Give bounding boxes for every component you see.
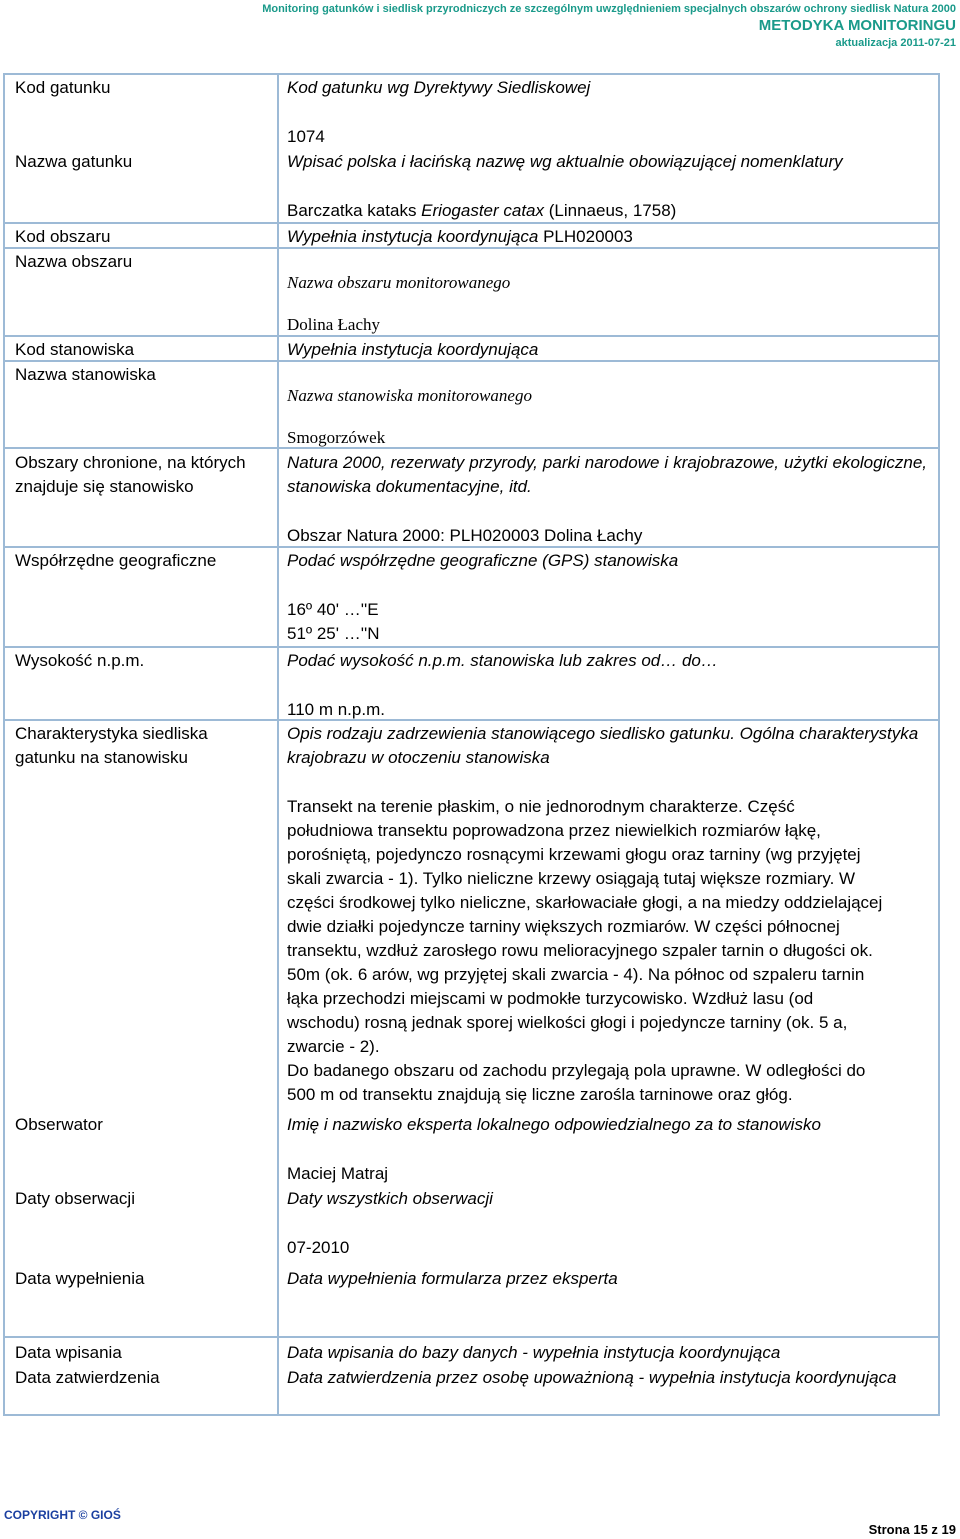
coordinates-label: Współrzędne geograficzne xyxy=(15,551,217,570)
altitude-label: Wysokość n.p.m. xyxy=(15,651,145,670)
observer-hint: Imię i nazwisko eksperta lokalnego odpowiedzialnego za to stanowisko xyxy=(287,1115,821,1134)
site-code-label: Kod stanowiska xyxy=(15,340,135,359)
site-name-label: Nazwa stanowiska xyxy=(15,365,156,384)
area-name-value: Dolina Łachy xyxy=(287,315,380,334)
habitat-description-value: Transekt na terenie płaskim, o nie jednorodnym charakterze. Część południowa transektu poprowadzona przez niewielkich rozmiarów łąkę, porośniętą, pojedynczo rosnącymi krzewami głogu oraz tarniny (wg przyjętej skali zwarcia - 1). Tylko nieliczne krzewy osiągają tutaj większe rozmiary. W części środkowej tylko nieliczne, skarłowaciałe głogi, a na miedzy oddzielającej dwie działki pojedyncze tarniny większych rozmiarów. W części północnej transektu, wzdłuż zarosłego rowu melioracyjnego szpaler tarnin o długości ok. 50m (ok. 6 arów, wg przyjętej skali zwarcia - 4). Na północ od szpaleru tarnin łąka przechodzi miejscami w podmokłe turzycowisko. Wzdłuż lasu (od wschodu) rosną jednak sporej wielkości głogi i pojedyncze tarniny (ok. 5 a, zwarcie - 2). Do badanego obszaru od zachodu przylegają pola uprawne. W odległości do 500 m od transektu znajdują się liczne zarośla tarninowe oraz głóg. xyxy=(287,797,883,1104)
species-name-value xyxy=(287,199,927,223)
protected-areas-label: Obszary chronione, na których znajduje się stanowisko xyxy=(15,453,246,496)
entry-date-hint: Data wpisania do bazy danych - wypełnia instytucja koordynująca xyxy=(287,1343,781,1362)
observation-dates-value: 07-2010 xyxy=(287,1238,350,1257)
fill-date-label: Data wypełnienia xyxy=(15,1269,145,1288)
fill-date-hint: Data wypełnienia formularza przez eksperta xyxy=(287,1269,618,1288)
header-title: Monitoring gatunków i siedlisk przyrodniczych ze szczególnym uwzględnieniem specjalnych obszarów ochrony siedlisk Natura 2000 xyxy=(262,3,956,15)
species-name-hint: Wpisać polska i łacińską nazwę wg aktualnie obowiązującej nomenklatury xyxy=(287,152,843,171)
site-code-hint: Wypełnia instytucja koordynująca xyxy=(287,340,539,359)
observation-dates-label: Daty obserwacji xyxy=(15,1189,135,1208)
species-name-latin: Eriogaster catax xyxy=(421,201,545,220)
area-name-hint: Nazwa obszaru monitorowanego xyxy=(287,273,511,292)
protected-areas-hint: Natura 2000, rezerwaty przyrody, parki narodowe i krajobrazowe, użytki ekologiczne, stanowiska dokumentacyjne, itd. xyxy=(287,453,927,496)
entry-date-label: Data wpisania xyxy=(15,1343,122,1362)
observation-dates-hint: Daty wszystkich obserwacji xyxy=(287,1189,493,1208)
copyright-notice: COPYRIGHT © GIOŚ xyxy=(4,1508,121,1522)
column-divider xyxy=(277,73,279,1416)
species-name-label: Nazwa gatunku xyxy=(15,152,133,171)
area-code-cell xyxy=(287,225,927,249)
species-name-author: (Linnaeus, 1758) xyxy=(544,201,677,220)
area-code-value: PLH020003 xyxy=(543,227,633,246)
species-code-value: 1074 xyxy=(287,127,325,146)
area-code-hint: Wypełnia instytucja koordynująca xyxy=(287,227,539,246)
species-code-label: Kod gatunku xyxy=(15,78,111,97)
habitat-description-label: Charakterystyka siedliska gatunku na stanowisku xyxy=(15,724,208,767)
row-divider xyxy=(3,1336,940,1338)
approval-date-hint: Data zatwierdzenia przez osobę upoważnioną - wypełnia instytucja koordynująca xyxy=(287,1368,897,1387)
row-divider xyxy=(3,646,940,648)
protected-areas-value: Obszar Natura 2000: PLH020003 Dolina Łachy xyxy=(287,526,643,545)
header-methodology: METODYKA MONITORINGU xyxy=(758,17,956,34)
document-header xyxy=(262,2,956,50)
longitude-value: 16º 40' …''E xyxy=(287,600,379,619)
species-name-polish: Barczatka kataks xyxy=(287,201,422,220)
area-code-label: Kod obszaru xyxy=(15,227,111,246)
page-number: Strona 15 z 19 xyxy=(868,1522,956,1537)
latitude-value: 51º 25' …''N xyxy=(287,624,380,643)
observer-value: Maciej Matraj xyxy=(287,1164,389,1183)
species-code-hint: Kod gatunku wg Dyrektywy Siedliskowej xyxy=(287,78,591,97)
header-update-date: aktualizacja 2011-07-21 xyxy=(835,37,956,49)
site-name-value: Smogorzówek xyxy=(287,428,386,447)
coordinates-hint: Podać współrzędne geograficzne (GPS) stanowiska xyxy=(287,551,679,570)
approval-date-label: Data zatwierdzenia xyxy=(15,1368,160,1387)
habitat-description-hint: Opis rodzaju zadrzewienia stanowiącego siedlisko gatunku. Ogólna charakterystyka krajobrazu w otoczeniu stanowiska xyxy=(287,724,919,767)
observer-label: Obserwator xyxy=(15,1115,103,1134)
area-name-label: Nazwa obszaru xyxy=(15,252,133,271)
site-name-hint: Nazwa stanowiska monitorowanego xyxy=(287,386,532,405)
altitude-value: 110 m n.p.m. xyxy=(287,700,385,719)
altitude-hint: Podać wysokość n.p.m. stanowiska lub zakres od… do… xyxy=(287,651,718,670)
